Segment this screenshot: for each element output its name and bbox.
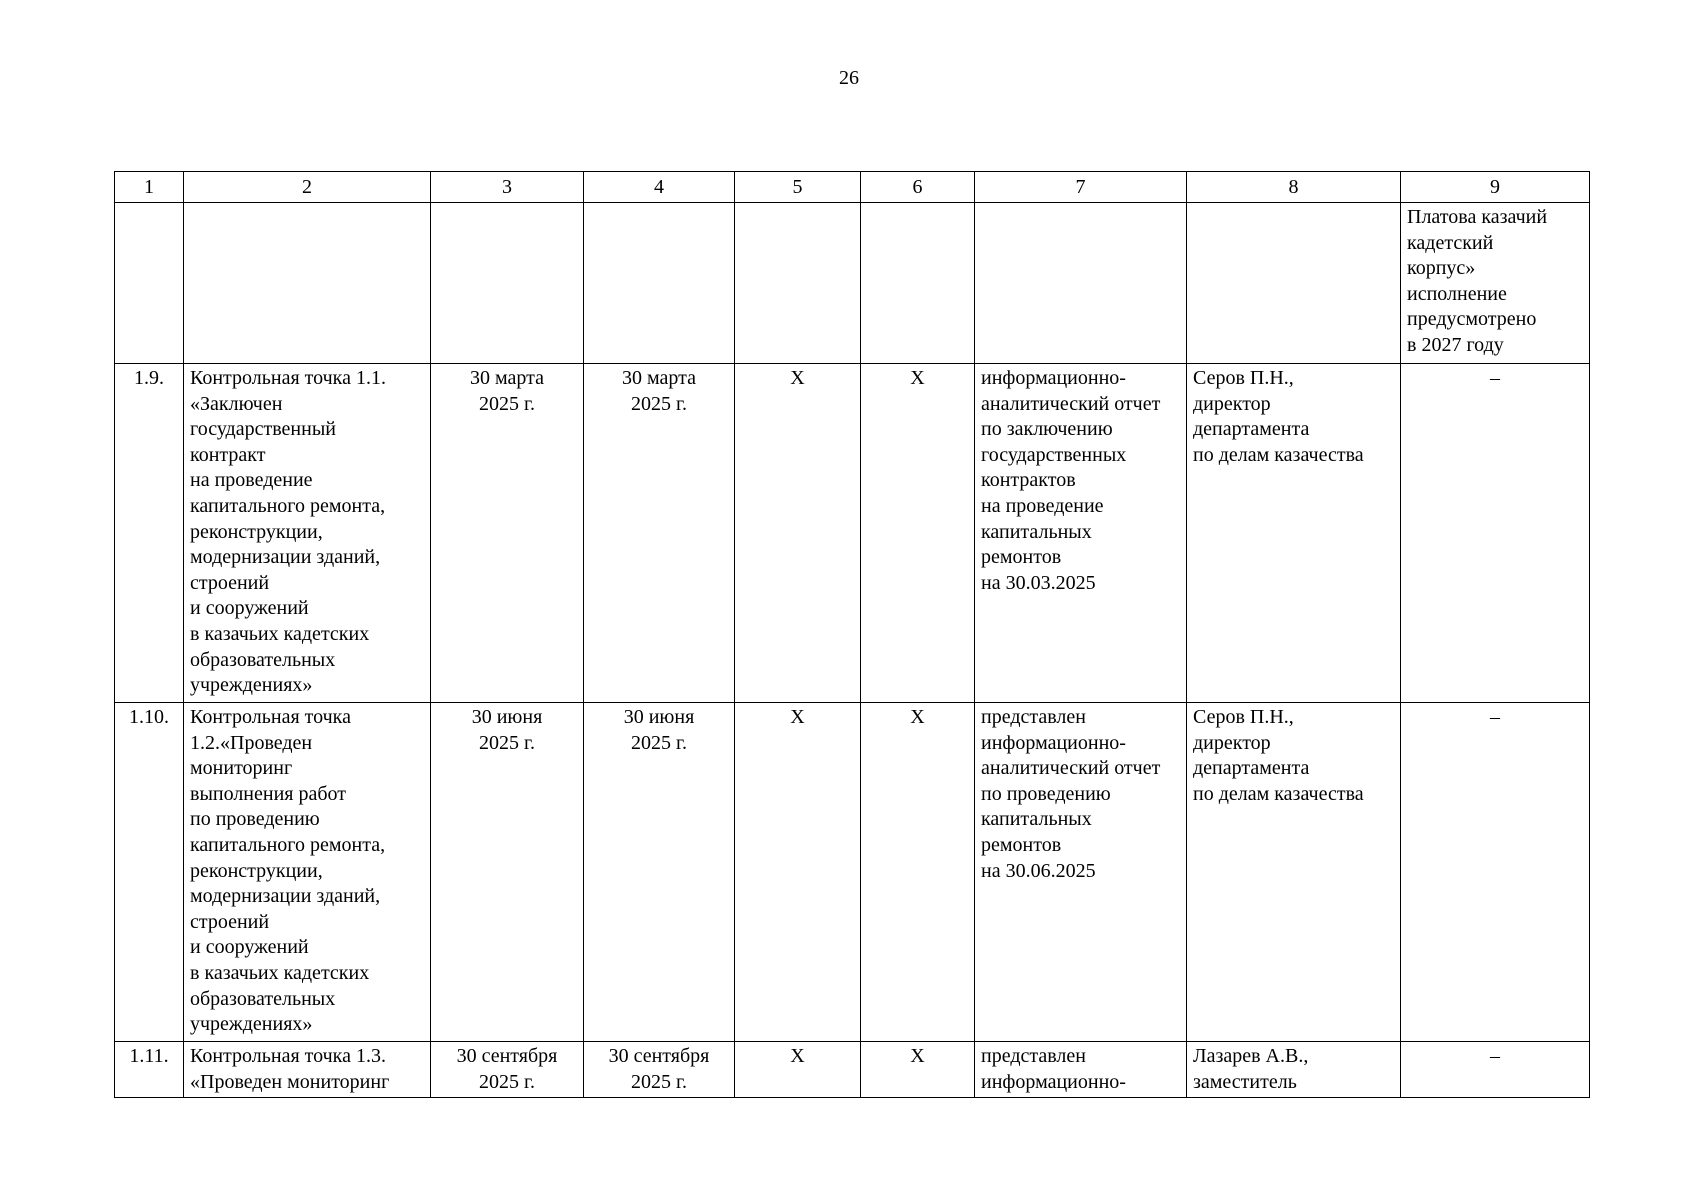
row-start-cell: 30 июня 2025 г. [431,703,584,1042]
page-number: 26 [839,67,859,89]
column-header: 1 [115,172,184,203]
table-row [115,1042,1590,1098]
row-responsible-cell: Лазарев А.В., заместитель [1187,1042,1401,1098]
row-end-cell [584,203,735,364]
row-number-cell: 1.10. [115,703,184,1042]
row-end-cell: 30 сентября 2025 г. [584,1042,735,1098]
column-header: 5 [735,172,861,203]
row-col5-cell: Х [735,1042,861,1098]
column-header: 4 [584,172,735,203]
column-header: 7 [975,172,1187,203]
row-col5-cell: Х [735,703,861,1042]
table-row [115,203,1590,364]
row-col6-cell: Х [861,364,975,703]
row-name-cell [184,203,431,364]
row-responsible-cell: Серов П.Н., директор департамента по делам казачества [1187,703,1401,1042]
row-col5-cell: Х [735,364,861,703]
column-header: 6 [861,172,975,203]
row-note-cell: – [1401,364,1590,703]
row-number-cell: 1.11. [115,1042,184,1098]
row-start-cell: 30 сентября 2025 г. [431,1042,584,1098]
row-start-cell: 30 марта 2025 г. [431,364,584,703]
column-header: 8 [1187,172,1401,203]
row-result-cell: представлен информационно- [975,1042,1187,1098]
row-note-cell: Платова казачий кадетский корпус» исполнение предусмотрено в 2027 году [1401,203,1590,364]
column-header: 3 [431,172,584,203]
row-responsible-cell: Серов П.Н., директор департамента по делам казачества [1187,364,1401,703]
row-end-cell: 30 марта 2025 г. [584,364,735,703]
column-header: 9 [1401,172,1590,203]
row-col6-cell [861,203,975,364]
schedule-table [114,171,1590,1098]
row-number-cell: 1.9. [115,364,184,703]
row-start-cell [431,203,584,364]
row-number-cell [115,203,184,364]
row-responsible-cell [1187,203,1401,364]
row-result-cell: информационно- аналитический отчет по заключению государственных контрактов на проведение капитальных ремонтов на 30.03.2025 [975,364,1187,703]
row-col5-cell [735,203,861,364]
row-note-cell: – [1401,703,1590,1042]
row-note-cell: – [1401,1042,1590,1098]
table-row [115,364,1590,703]
column-header: 2 [184,172,431,203]
row-end-cell: 30 июня 2025 г. [584,703,735,1042]
row-name-cell: Контрольная точка 1.3. «Проведен мониторинг [184,1042,431,1098]
row-name-cell: Контрольная точка 1.2.«Проведен мониторинг выполнения работ по проведению капитального ремонта, реконструкции, модернизации зданий, строений и сооружений в казачьих кадетских образовательных учреждениях» [184,703,431,1042]
row-col6-cell: Х [861,703,975,1042]
row-result-cell: представлен информационно- аналитический отчет по проведению капитальных ремонтов на 30.06.2025 [975,703,1187,1042]
row-name-cell: Контрольная точка 1.1. «Заключен государственный контракт на проведение капитального ремонта, реконструкции, модернизации зданий, строений и сооружений в казачьих кадетских образовательных учреждениях» [184,364,431,703]
table-row [115,703,1590,1042]
row-result-cell [975,203,1187,364]
row-col6-cell: Х [861,1042,975,1098]
table-header-row [115,172,1590,203]
